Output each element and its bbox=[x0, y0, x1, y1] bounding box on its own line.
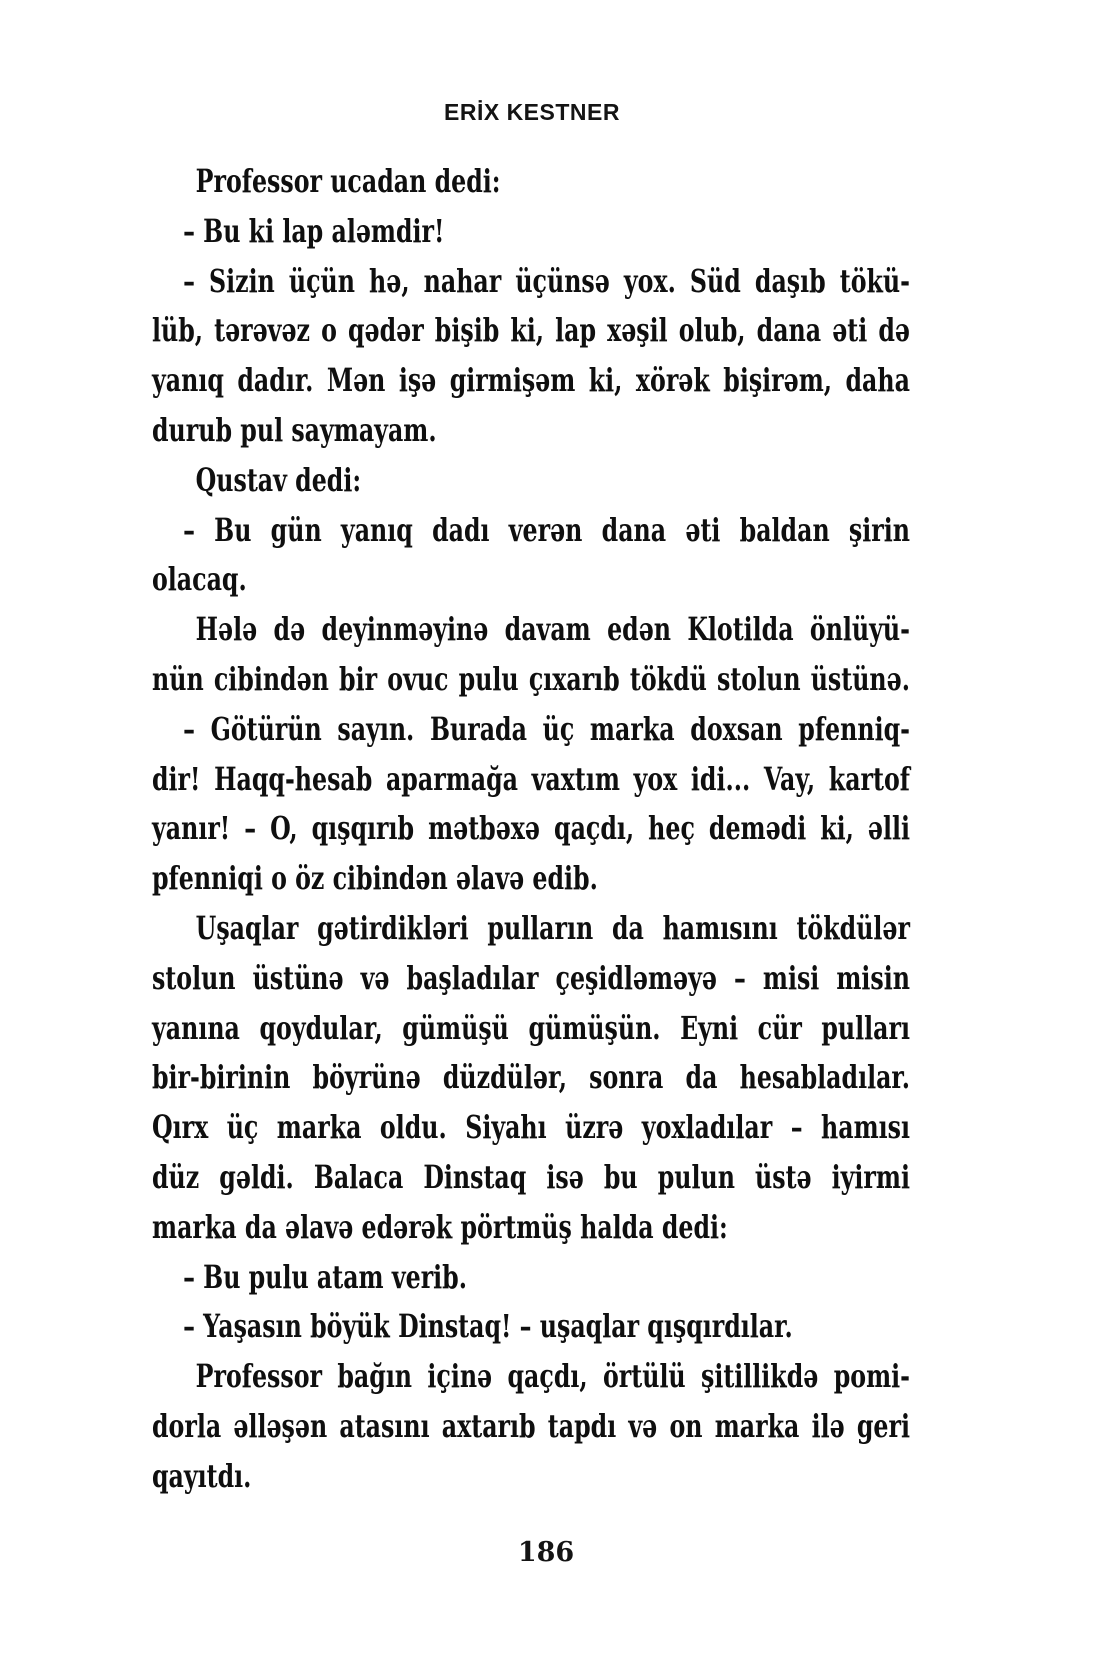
text-line: Professor ucadan dedi: bbox=[195, 162, 501, 200]
text-line: durub pul saymayam. bbox=[152, 410, 437, 449]
text-line: Hələ də deyinməyinə davam edən Klotilda önlüyü- bbox=[195, 610, 910, 649]
text-line: Qustav dedi: bbox=[195, 460, 362, 499]
text-line: – Bu gün yanıq dadı verən dana əti baldan şirin bbox=[183, 510, 910, 549]
text-line: düz gəldi. Balaca Dinstaq isə bu pulun üstə iyirmi bbox=[152, 1157, 910, 1196]
running-header: ERİX KESTNER bbox=[444, 99, 620, 125]
text-line: yanıq dadır. Mən işə girmişəm ki, xörək bişirəm, daha bbox=[152, 361, 910, 400]
text-line: bir-birinin böyrünə düzdülər, sonra da hesabladılar. bbox=[152, 1058, 910, 1097]
text-line: – Bu ki lap aləmdir! bbox=[183, 211, 445, 250]
text-line: – Yaşasın böyük Dinstaq! – uşaqlar qışqırdılar. bbox=[183, 1307, 793, 1346]
text-line: yanır! – O, qışqırıb mətbəxə qaçdı, heç demədi ki, əlli bbox=[152, 809, 910, 848]
text-line: olacaq. bbox=[152, 560, 247, 599]
text-line: Uşaqlar gətirdikləri pulların da hamısını tökdülər bbox=[195, 908, 910, 947]
text-line: – Bu pulu atam verib. bbox=[183, 1257, 467, 1296]
text-line: – Sizin üçün hə, nahar üçünsə yox. Süd daşıb tökü- bbox=[183, 261, 910, 300]
text-line: yanına qoydular, gümüşü gümüşün. Eyni cür pulları bbox=[152, 1008, 910, 1047]
text-line: stolun üstünə və başladılar çeşidləməyə – misi misin bbox=[152, 958, 910, 997]
text-line: – Götürün sayın. Burada üç marka doxsan pfenniq- bbox=[183, 709, 910, 748]
text-line: nün cibindən bir ovuc pulu çıxarıb tökdü stolun üstünə. bbox=[152, 659, 910, 698]
text-line: lüb, tərəvəz o qədər bişib ki, lap xəşil olub, dana əti də bbox=[152, 311, 910, 350]
text-line: dir! Haqq-hesab aparmağa vaxtım yox idi... Vay, kartof bbox=[152, 759, 910, 798]
body-text bbox=[152, 157, 910, 1502]
page-number: 186 bbox=[517, 1537, 575, 1568]
text-line: pfenniqi o öz cibindən əlavə edib. bbox=[152, 859, 598, 898]
text-line: dorla əlləşən atasını axtarıb tapdı və on marka ilə geri bbox=[152, 1406, 910, 1445]
text-line: Professor bağın içinə qaçdı, örtülü şitillikdə pomi- bbox=[195, 1357, 910, 1396]
text-line: marka da əlavə edərək pörtmüş halda dedi: bbox=[152, 1207, 728, 1246]
text-line: qayıtdı. bbox=[152, 1456, 252, 1495]
text-line: Qırx üç marka oldu. Siyahı üzrə yoxladılar – hamısı bbox=[152, 1108, 910, 1147]
